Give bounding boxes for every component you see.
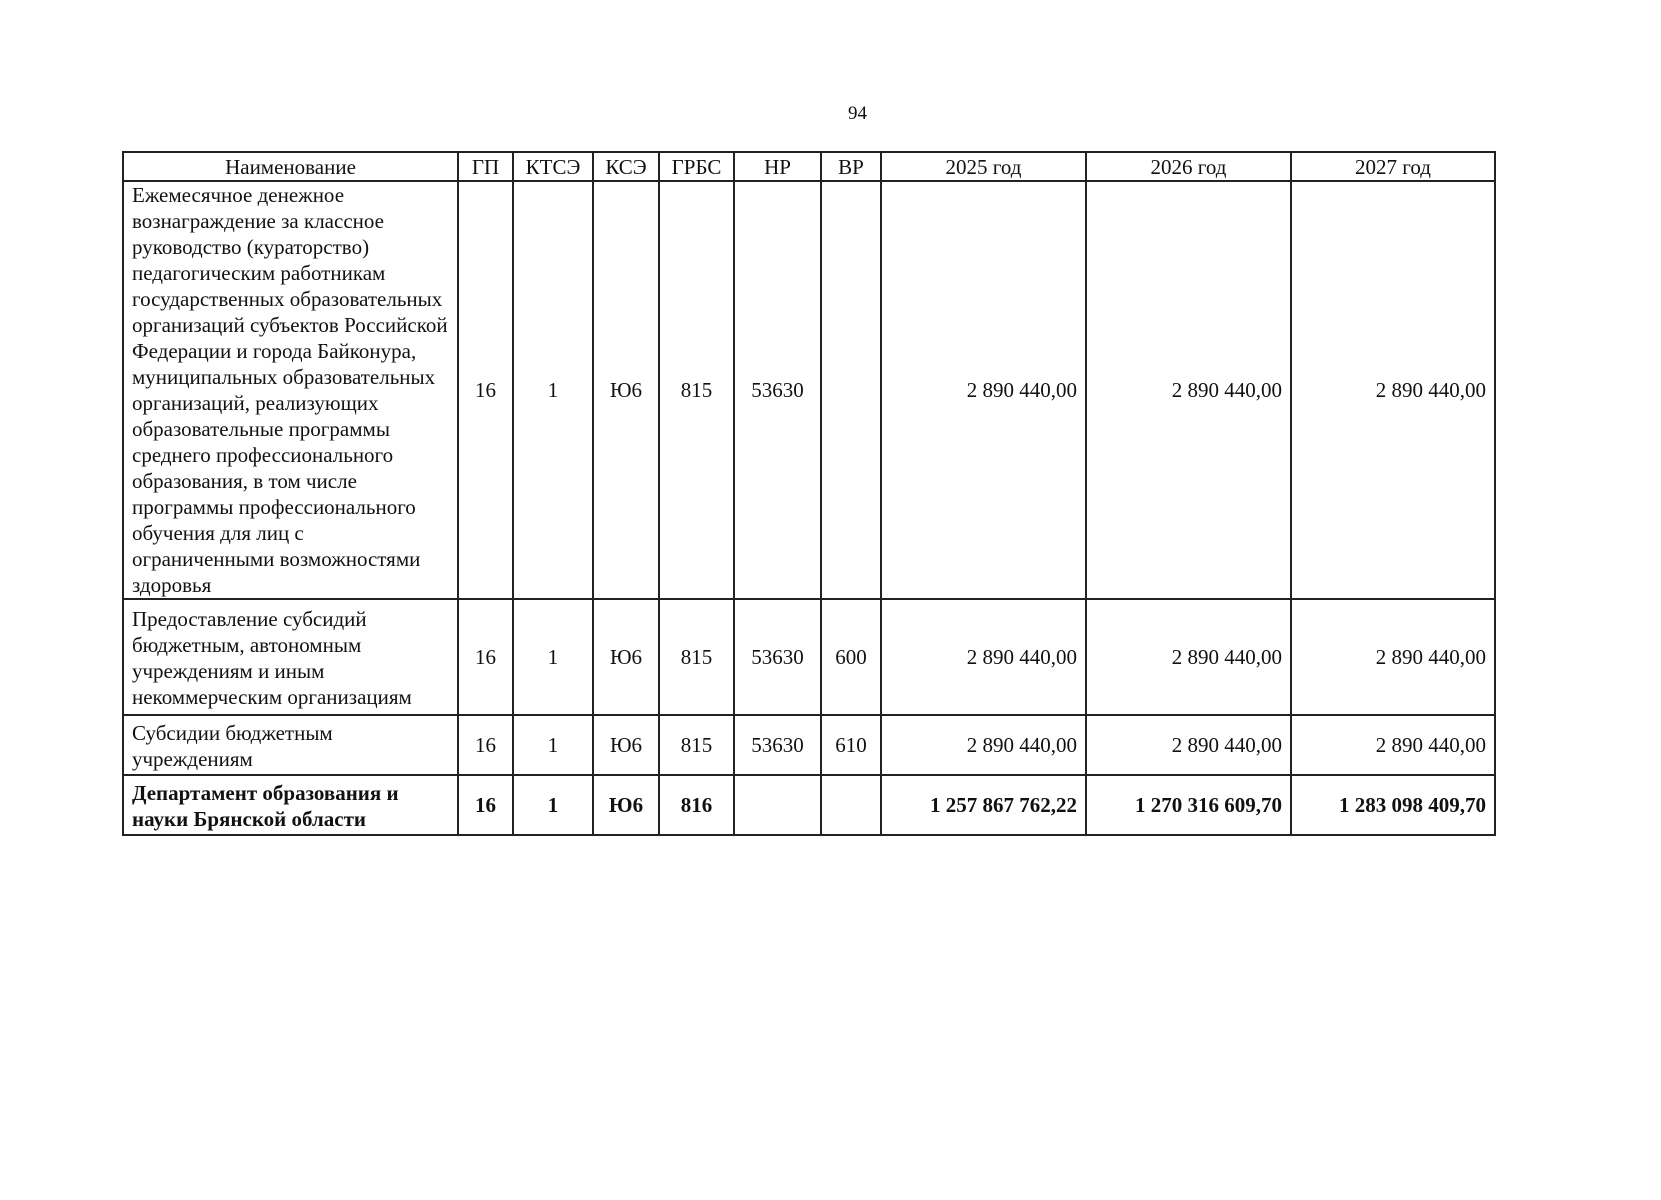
row-nr: 53630 <box>734 715 821 775</box>
row-amount-2025: 2 890 440,00 <box>881 599 1086 715</box>
row-gp: 16 <box>458 715 513 775</box>
row-amount-2027: 2 890 440,00 <box>1291 181 1495 599</box>
row-kse: Ю6 <box>593 599 659 715</box>
row-nr <box>734 775 821 835</box>
row-amount-2026: 2 890 440,00 <box>1086 181 1291 599</box>
row-gp: 16 <box>458 599 513 715</box>
row-grbs: 815 <box>659 599 734 715</box>
row-amount-2027: 2 890 440,00 <box>1291 599 1495 715</box>
table-row <box>123 181 1495 599</box>
row-name: Ежемесячное денежное вознаграждение за классное руководство (кураторство) педагогическим работникам государственных образовательных организаций субъектов Российской Федерации и города Байконура, муниципальных образовательных организаций, реализующих образовательные программы среднего профессионального образования, в том числе программы профессионального обучения для лиц с ограниченными возможностями здоровья <box>123 181 458 599</box>
header-2025: 2025 год <box>881 152 1086 181</box>
row-name: Предоставление субсидий бюджетным, автономным учреждениям и иным некоммерческим организациям <box>123 599 458 715</box>
row-grbs: 815 <box>659 715 734 775</box>
row-gp: 16 <box>458 775 513 835</box>
header-2026: 2026 год <box>1086 152 1291 181</box>
row-ktse: 1 <box>513 599 593 715</box>
row-vr: 610 <box>821 715 881 775</box>
row-amount-2025: 2 890 440,00 <box>881 715 1086 775</box>
header-name: Наименование <box>123 152 458 181</box>
table-header-row <box>123 152 1495 181</box>
row-amount-2025: 1 257 867 762,22 <box>881 775 1086 835</box>
row-kse: Ю6 <box>593 775 659 835</box>
header-gp: ГП <box>458 152 513 181</box>
row-vr <box>821 181 881 599</box>
table-row <box>123 599 1495 715</box>
row-vr <box>821 775 881 835</box>
table-row <box>123 715 1495 775</box>
row-vr: 600 <box>821 599 881 715</box>
row-name: Субсидии бюджетным учреждениям <box>123 715 458 775</box>
budget-table <box>122 151 1496 836</box>
header-vr: ВР <box>821 152 881 181</box>
header-kse: КСЭ <box>593 152 659 181</box>
row-ktse: 1 <box>513 775 593 835</box>
row-kse: Ю6 <box>593 181 659 599</box>
row-ktse: 1 <box>513 715 593 775</box>
row-amount-2027: 1 283 098 409,70 <box>1291 775 1495 835</box>
row-gp: 16 <box>458 181 513 599</box>
row-amount-2026: 2 890 440,00 <box>1086 715 1291 775</box>
row-grbs: 816 <box>659 775 734 835</box>
row-ktse: 1 <box>513 181 593 599</box>
row-amount-2026: 1 270 316 609,70 <box>1086 775 1291 835</box>
row-name: Департамент образования и науки Брянской области <box>123 775 458 835</box>
row-amount-2027: 2 890 440,00 <box>1291 715 1495 775</box>
header-nr: НР <box>734 152 821 181</box>
row-nr: 53630 <box>734 599 821 715</box>
row-grbs: 815 <box>659 181 734 599</box>
header-2027: 2027 год <box>1291 152 1495 181</box>
header-ktse: КТСЭ <box>513 152 593 181</box>
row-kse: Ю6 <box>593 715 659 775</box>
row-amount-2026: 2 890 440,00 <box>1086 599 1291 715</box>
table-row-department-total <box>123 775 1495 835</box>
row-nr: 53630 <box>734 181 821 599</box>
page-number: 94 <box>848 103 867 124</box>
row-amount-2025: 2 890 440,00 <box>881 181 1086 599</box>
header-grbs: ГРБС <box>659 152 734 181</box>
